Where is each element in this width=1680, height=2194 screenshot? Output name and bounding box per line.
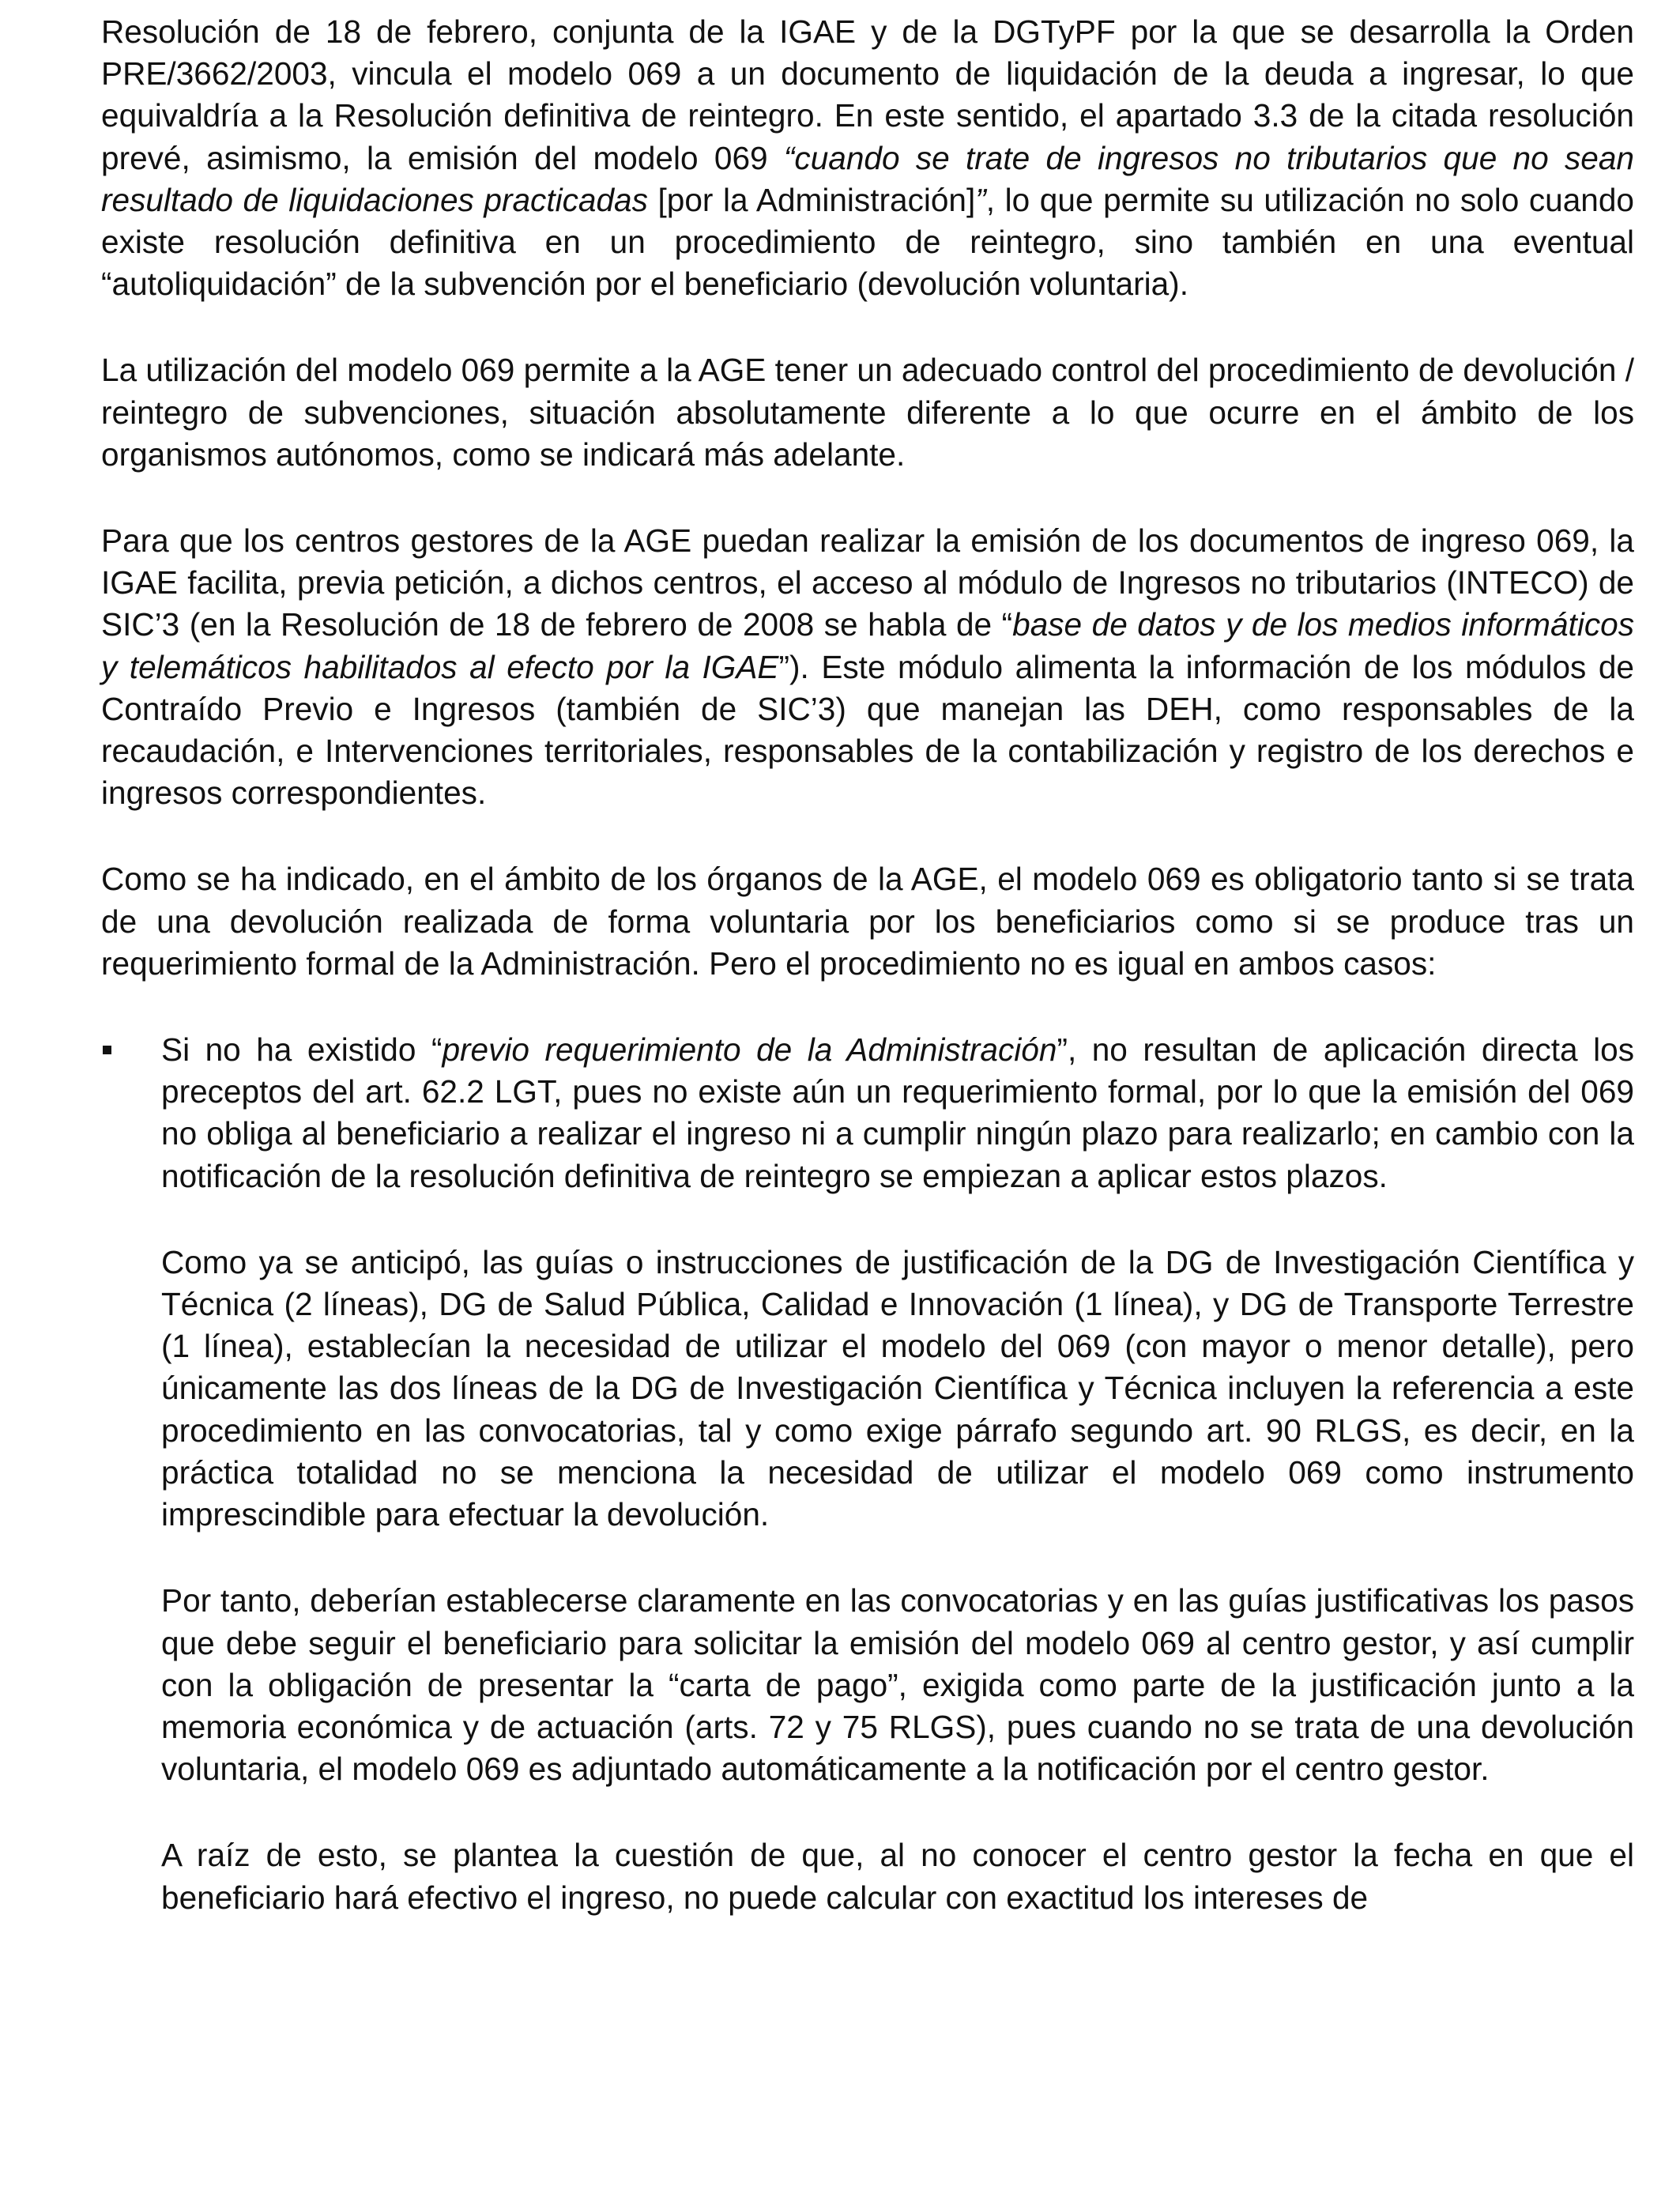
quoted-italic-text: base de datos y de los medios informáticos y telemáticos habilitados al efecto por la IGAE <box>101 606 1634 685</box>
quoted-italic-text: previo requerimiento de la Administración <box>442 1031 1057 1069</box>
document-page <box>101 11 1634 1919</box>
paragraph-text: , lo que permite su utilización no solo cuando existe resolución definitiva en un procedimiento de reintegro, sino también en una eventual “autoliquidación” de la subvención por el beneficiario (devolución voluntaria). <box>101 181 1634 303</box>
paragraph-control: La utilización del modelo 069 permite a la AGE tener un adecuado control del procedimiento de devolución / reintegro de subvenciones, situación absolutamente diferente a lo que ocurre en el ámbito de los organismos autónomos, como se indicará más adelante. <box>101 352 1634 473</box>
paragraph-text: Resolución de 18 de febrero, conjunta de la IGAE y de la DGTyPF por la que se desarrolla la Orden PRE/3662/2003, vincula el modelo 069 a un documento de liquidación de la deuda a ingresar, lo que equivaldría a la Resolución definitiva de reintegro. En este sentido, el apartado 3.3 de la citada resolución prevé, asimismo, la emisión del modelo 069 <box>101 13 1634 176</box>
quoted-italic-text: ” <box>975 181 986 218</box>
paragraph-text: ”). Este módulo alimenta la información de los módulos de Contraído Previo e Ingresos (también de SIC’3) que manejan las DEH, como responsables de la recaudación, e Intervenciones territoriales, responsables de la contabilización y registro de los derechos e ingresos correspondientes. <box>101 648 1634 812</box>
paragraph-guias: Como ya se anticipó, las guías o instrucciones de justificación de la DG de Investigación Científica y Técnica (2 líneas), DG de Salud Pública, Calidad e Innovación (1 línea), y DG de Transporte Terrestre (1 línea), establecían la necesidad de utilizar el modelo del 069 (con mayor o menor detalle), pero únicamente las dos líneas de la DG de Investigación Científica y Técnica incluyen la referencia a este procedimiento en las convocatorias, tal y como exige párrafo segundo art. 90 RLGS, es decir, en la práctica totalidad no se menciona la necesidad de utilizar el modelo 069 como instrumento imprescindible para efectuar la devolución. <box>161 1243 1634 1533</box>
list-item <box>161 1029 1634 1197</box>
square-bullet-icon <box>101 1029 133 1071</box>
paragraph-resolucion <box>101 11 1634 305</box>
paragraph-text: Si no ha existido “ <box>161 1031 443 1069</box>
quoted-italic-text: “cuando se trate de ingresos no tributarios que no sean resultado de liquidaciones practicadas <box>101 139 1634 218</box>
paragraph-text: Para que los centros gestores de la AGE puedan realizar la emisión de los documentos de ingreso 069, la IGAE facilita, previa petición, a dichos centros, el acceso al módulo de Ingresos no tributarios (INTECO) de SIC’3 (en la Resolución de 18 de febrero de 2008 se habla de “ <box>101 522 1634 643</box>
paragraph-centros-gestores <box>101 520 1634 814</box>
paragraph-text: [por la Administración] <box>647 181 976 218</box>
paragraph-obligatorio: Como se ha indicado, en el ámbito de los órganos de la AGE, el modelo 069 es obligatorio tanto si se trata de una devolución realizada de forma voluntaria por los beneficiarios como si se produce tras un requerimiento formal de la Administración. Pero el procedimiento no es igual en ambos casos: <box>101 861 1634 982</box>
paragraph-a-raiz: A raíz de esto, se plantea la cuestión de que, al no conocer el centro gestor la fecha en que el beneficiario hará efectivo el ingreso, no puede calcular con exactitud los intereses de <box>161 1837 1634 1916</box>
paragraph-por-tanto: Por tanto, deberían establecerse claramente en las convocatorias y en las guías justificativas los pasos que debe seguir el beneficiario para solicitar la emisión del modelo 069 al centro gestor, y así cumplir con la obligación de presentar la “carta de pago”, exigida como parte de la justificación junto a la memoria económica y de actuación (arts. 72 y 75 RLGS), pues cuando no se trata de una devolución voluntaria, el modelo 069 es adjuntado automáticamente a la notificación por el centro gestor. <box>161 1582 1634 1788</box>
paragraph-text: ”, no resultan de aplicación directa los preceptos del art. 62.2 LGT, pues no existe aún un requerimiento formal, por lo que la emisión del 069 no obliga al beneficiario a realizar el ingreso ni a cumplir ningún plazo para realizarlo; en cambio con la notificación de la resolución definitiva de reintegro se empiezan a aplicar estos plazos. <box>161 1031 1634 1194</box>
